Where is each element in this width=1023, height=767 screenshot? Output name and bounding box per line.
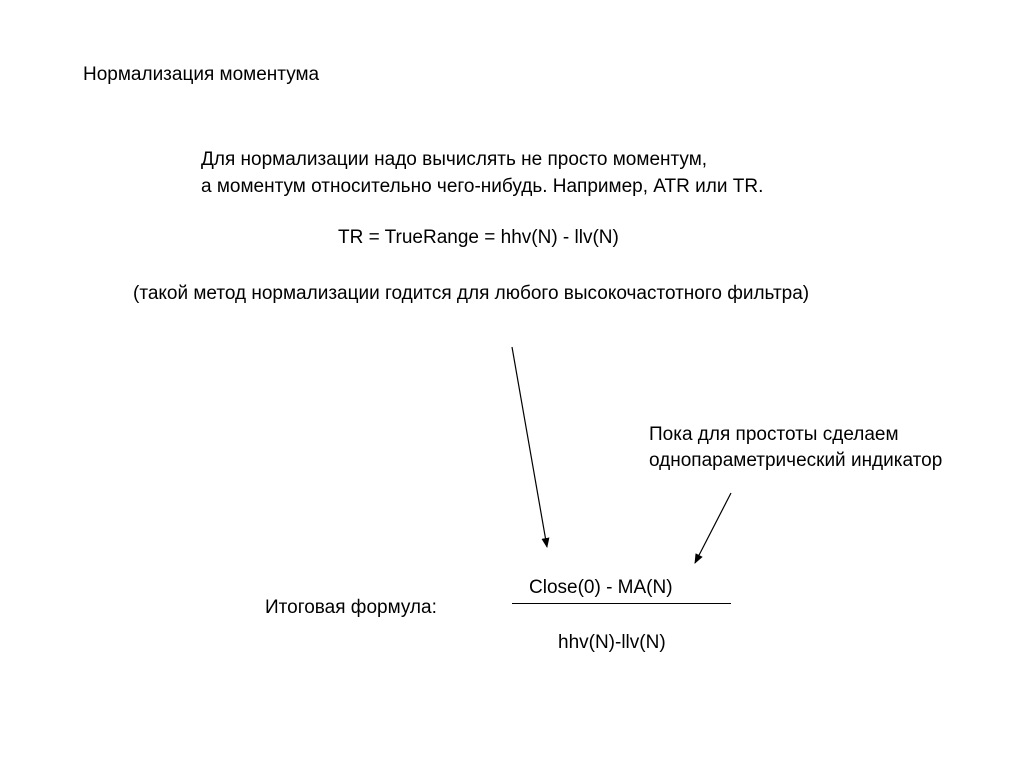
hint-to-numerator-arrow bbox=[695, 493, 731, 563]
fraction-bar bbox=[512, 603, 731, 604]
final-formula-label: Итоговая формула: bbox=[265, 597, 437, 618]
normalization-note: (такой метод нормализации годится для любого высокочастотного фильтра) bbox=[133, 283, 810, 304]
note-to-denominator-arrow bbox=[512, 347, 547, 547]
formula-denominator: hhv(N)-llv(N) bbox=[558, 632, 666, 653]
hint-line-1: Пока для простоты сделаем bbox=[649, 424, 899, 445]
intro-line-1: Для нормализации надо вычислять не просто моментум, bbox=[201, 149, 708, 170]
slide-title: Нормализация моментума bbox=[83, 64, 320, 85]
hint-line-2: однопараметрический индикатор bbox=[649, 450, 943, 471]
tr-formula: TR = TrueRange = hhv(N) - llv(N) bbox=[338, 227, 619, 248]
intro-line-2: а моментум относительно чего-нибудь. Например, ATR или TR. bbox=[201, 176, 764, 197]
formula-numerator: Close(0) - MA(N) bbox=[529, 577, 673, 598]
